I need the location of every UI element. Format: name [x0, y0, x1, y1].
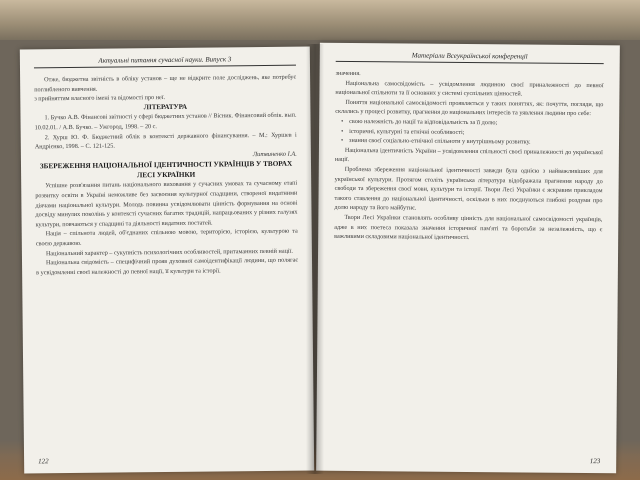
book-spine-shadow [306, 44, 324, 474]
bullet-item: • історичні, культурні та етнічні особливості; [335, 126, 603, 138]
right-running-header: Матеріали Всеукраїнської конференції [336, 51, 604, 64]
left-body-text [34, 73, 298, 278]
literature-item: 1. Бучко А.В. Фінансові звітності у сфері бюджетних установ // Вісник. Фінансовий облік. вып. 10.02.01. / А.В. Бучко. – Ужгород, 1998. – 20 с. [34, 112, 297, 132]
right-opening-paragraph: Поняття національної самосвідомості проявляється у таких поняттях, як: почуття, погляди, що склались у процесі розвитку, прагнення до національних інтересів та уявлення людини про себе: [335, 98, 604, 118]
article-title: ЗБЕРЕЖЕННЯ НАЦІОНАЛЬНОЇ ІДЕНТИЧНОСТІ УКРАЇНЦІВ У ТВОРАХ ЛЕСІ УКРАЇНКИ [39, 160, 293, 180]
right-closing-paragraph: Твори Лесі Українки становлять особливу цінність для національної самосвідомості українців, адже в них поетеса показала значення історичної пам'яті та боротьби за незалежність, що є важливими складовими національної ідентичності. [334, 213, 603, 242]
left-running-header: Актуальні питання сучасної науки. Випуск 3 [34, 55, 296, 69]
article-paragraph: Нація – спільнота людей, об'єднаних спільною мовою, територією, історією, культурою та своєю державою. [35, 227, 298, 248]
article-paragraph: Успішне розв'язання питань національного виховання у сучасних умовах та сучасному етапі розвитку освіти в Україні неможливе без засвоєння культурної спадщини, створеної видатними діячами національної культури. Молодь повинна усвідомлювати цінність формування на основі досвіду минулих поколінь у контексті сучасних багатих традицій, напрацьованих у різних галузях культури, повчаються у спадщині та діяльності видатних постатей. [35, 179, 298, 229]
right-body-text [334, 69, 603, 244]
left-page-number: 122 [38, 457, 49, 466]
right-closing-paragraph: Проблема збереження національної ідентичності завжди була однією з найважливіших для української культури. Протягом століть українська література відображала прагнення народу до свободи та збереження своєї мови, культури та історії. Твори Лесі Українки є яскравим прикладом такого ставлення до національної ідентичності, оскільки в них поєднуються глибокі роздуми про долю народу та його майбутнє. [334, 165, 603, 212]
article-author: Литвиненко І.А. [252, 150, 297, 158]
literature-heading: ЛІТЕРАТУРА [143, 102, 188, 112]
right-opening-paragraph: значення. [335, 69, 361, 78]
left-opening-paragraph: з прийняттям власного імені та відомості про неї. [34, 94, 166, 103]
article-paragraph: Національний характер – сукупність психологічних особливостей, притаманних певній нації. [45, 247, 293, 257]
bullet-item: • свою належність до нації та відповідальність за її долю; [335, 117, 603, 129]
left-page [20, 46, 314, 473]
article-paragraph: Національна свідомість – специфічний прояв духовної самоідентифікації людини, що полягає в усвідомленні своєї належності до певної нації, її культури та історії. [36, 256, 299, 277]
bullet-item: • знання своєї соціально-етнічної спільноти у внутрішньому розвитку. [335, 136, 603, 148]
right-page-number: 123 [589, 457, 601, 466]
right-opening-paragraph: Національна самосвідомість – усвідомлення людиною своєї приналежності до певної національної спільноти та її основних у системі суспільних цінностей. [335, 79, 604, 98]
left-opening-paragraph: Отже, бюджетна звітність в обліку установ – ще не відкрите поле досліджень, яке потребує поглибленого вивчення. [34, 73, 297, 93]
background-top [0, 0, 640, 40]
right-closing-paragraph: Національна ідентичність України – усвідомлення спільності своєї приналежності до української нації. [334, 146, 603, 164]
right-page [316, 43, 620, 474]
literature-item: 2. Хурш Ю. Ф. Бюджетний облік в контексті державного фінансування. – М.: Хуршев і Андрієнко, 1998. – С. 121-125. [34, 131, 297, 151]
